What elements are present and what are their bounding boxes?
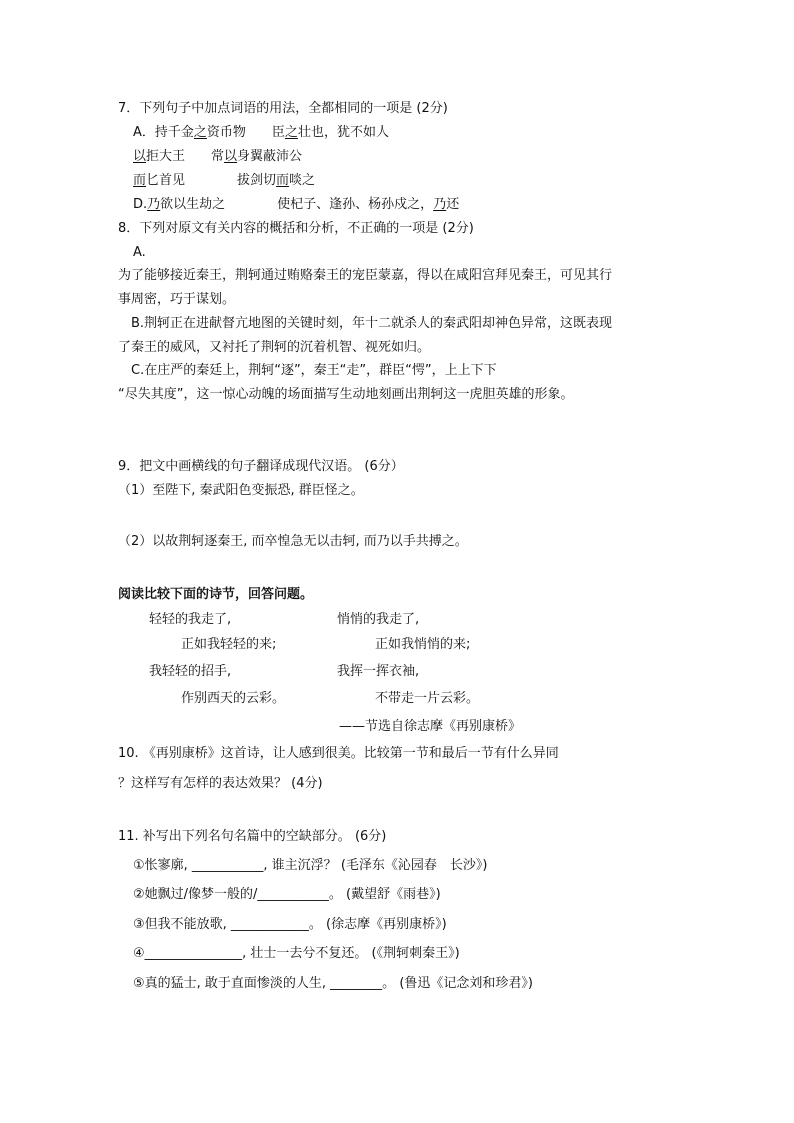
poem-right-line-2: 正如我悄悄的来;: [375, 637, 471, 652]
q7-b-post: 身翼蔽沛公: [237, 149, 303, 164]
poem-left-line-1: 轻轻的我走了,: [149, 612, 232, 627]
q7-b-dotted-word-2: 以: [224, 149, 238, 164]
q8-option-b-line2: 了秦王的威风，又衬托了荆轲的沉着机智、视死如归。: [118, 340, 431, 355]
q11-stem: 11. 补写出下列名句名篇中的空缺部分。 (6分): [118, 829, 387, 844]
q7-a-dotted-word-2: 之: [284, 125, 298, 140]
poem-right-line-1: 悄悄的我走了,: [337, 612, 420, 627]
q9-sentence-2: （2）以故荆轲逐秦王, 而卒惶急无以击轲, 而乃以手共搏之。: [118, 534, 468, 549]
q9-stem: 9．把文中画横线的句子翻译成现代汉语。 (6分）: [118, 459, 404, 474]
q10-line-2: ？这样写有怎样的表达效果？ (4分): [118, 776, 323, 791]
q7-a-mid: 资币物 臣: [206, 125, 285, 140]
q7-b-dotted-word-1: 以: [133, 149, 147, 164]
poem-left-line-4: 作别西天的云彩。: [181, 691, 286, 706]
q11-item-5: ⑤真的猛士, 敢于直面惨淡的人生, ________。 (鲁迅《记念刘和珍君》): [133, 976, 533, 991]
q7-d-mid: 欲以生劫之 使杞子、逢孙、杨孙戍之，: [160, 197, 434, 212]
q9-sentence-1: （1）至陛下, 秦武阳色变振恐, 群臣怪之。: [118, 483, 364, 498]
q7-a-pre: A．持千金: [133, 125, 194, 140]
q7-d-dotted-word-1: 乃: [147, 197, 161, 212]
poem-right-line-3: 我挥一挥衣袖,: [337, 664, 420, 679]
q8-option-b-line1: B.荆轲正在进献督亢地图的关键时刻，年十二就杀人的秦武阳却神色异常，这既表现: [131, 316, 613, 331]
poem-source: ——节选自徐志摩《再别康桥》: [339, 719, 522, 734]
q7-d-post: 还: [446, 197, 460, 212]
q7-option-b: [133, 148, 302, 166]
q11-item-3: ③但我不能放歌, ____________。 (徐志摩《再别康桥》): [133, 917, 447, 932]
q8-stem: 8．下列对原文有关内容的概括和分析，不正确的一项是 (2分): [118, 221, 474, 236]
reading-heading: 阅读比较下面的诗节，回答问题。: [118, 587, 314, 602]
q7-c-post: 啖之: [289, 173, 316, 188]
q7-option-d: [133, 196, 459, 214]
poem-right-line-4: 不带走一片云彩。: [375, 691, 480, 706]
q11-item-2: ②她飘过/像梦一般的/___________。 (戴望舒《雨巷》): [133, 887, 441, 902]
q11-item-1: ①怅寥廓, ___________, 谁主沉浮？ (毛泽东《沁园春 长沙》): [133, 858, 488, 873]
q8-option-a-line2: 事周密，巧于谋划。: [118, 292, 236, 307]
poem-left-line-2: 正如我轻轻的来;: [181, 637, 277, 652]
q8-option-c-line2: “尽失其度”，这一惊心动魄的场面描写生动地刻画出荆轲这一虎胆英雄的形象。: [118, 387, 574, 402]
q7-d-pre: D.: [133, 197, 148, 212]
q7-option-c: [133, 172, 315, 190]
poem-left-line-3: 我轻轻的招手,: [149, 664, 232, 679]
q7-c-dotted-word-1: 而: [133, 173, 147, 188]
q7-d-dotted-word-2: 乃: [433, 197, 447, 212]
q7-stem: 7．下列句子中加点词语的用法，全都相同的一项是 (2分): [118, 101, 448, 116]
q11-item-4: ④_______________, 壮士一去兮不复还。 (《荆轲刺秦王》): [133, 946, 460, 961]
q8-option-a-line1: 为了能够接近秦王，荆轲通过贿赂秦王的宠臣蒙嘉，得以在咸阳宫拜见秦王，可见其行: [118, 268, 613, 283]
q7-option-a: [133, 124, 389, 142]
q7-b-mid: 拒大王 常: [146, 149, 225, 164]
q10-line-1: 10. 《再别康桥》这首诗，让人感到很美。比较第一节和最后一节有什么异同: [118, 746, 559, 761]
q7-c-mid: 匕首见 拔剑切: [146, 173, 277, 188]
q8-option-c-line1: C.在庄严的秦廷上，荆轲“逐”，秦王“走”，群臣“愕”，上上下下: [131, 363, 497, 378]
q7-a-dotted-word-1: 之: [193, 125, 207, 140]
q8-option-a-label: A.: [133, 245, 146, 260]
q7-c-dotted-word-2: 而: [276, 173, 290, 188]
q7-a-post: 壮也，犹不如人: [297, 125, 389, 140]
